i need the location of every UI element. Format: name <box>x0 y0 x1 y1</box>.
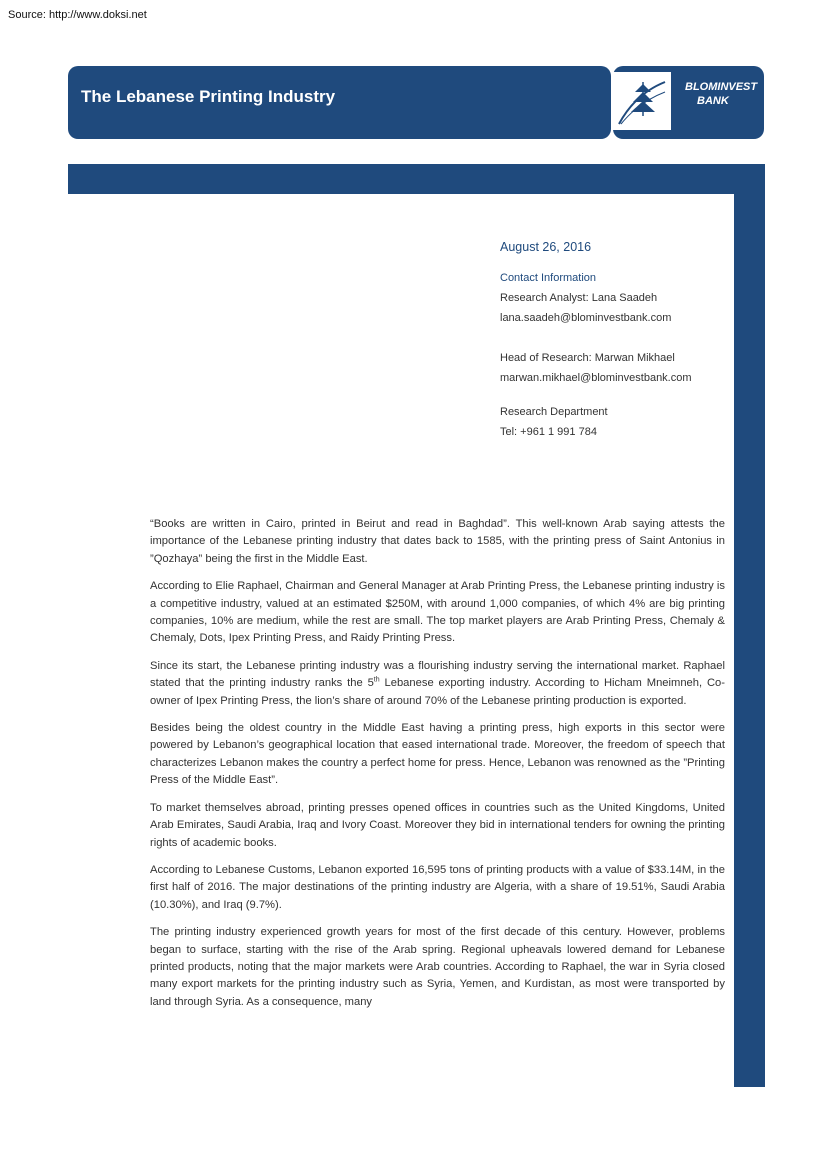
department: Research Department <box>500 406 608 418</box>
paragraph-3 <box>150 658 725 710</box>
paragraph-7: The printing industry experienced growth years for most of the first decade of this century. However, problems began to surface, starting with the rise of the Arab spring. Regional upheavals lowered demand for Lebanese printed products, noting that the major markets were Arab countries. According to Raphael, the war in Syria closed many export markets for the printing industry such as Syria, Yemen, and Kurdistan, as most were transported by land through Syria. As a consequence, many <box>150 926 725 1008</box>
article-body <box>150 516 725 1021</box>
ordinal-suffix: th <box>373 676 380 684</box>
paragraph-5: To market themselves abroad, printing presses opened offices in countries such as the United Kingdoms, United Arab Emirates, Saudi Arabia, Iraq and Ivory Coast. Moreover they bid in international tenders for owning the printing rights of academic books. <box>150 801 725 849</box>
decorative-right-band <box>734 164 765 1087</box>
head-of-research: Head of Research: Marwan Mikhael <box>500 352 675 364</box>
page-title: The Lebanese Printing Industry <box>81 87 336 106</box>
bank-name-line2: BANK <box>697 95 729 107</box>
title-banner <box>68 66 611 139</box>
decorative-top-band <box>68 164 765 194</box>
cedar-logo-icon <box>613 72 671 130</box>
paragraph-3-part-b: Lebanese exporting industry. According to Hicham Mneimneh, Co-owner of Ipex Printing Press, the lion’s share of around 70% of the Lebanese printing production is exported. <box>150 677 725 707</box>
paragraph-6: According to Lebanese Customs, Lebanon exported 16,595 tons of printing products with a value of $33.14M, in the first half of 2016. The major destinations of the printing industry are Algeria, with a share of 19.51%, Saudi Arabia (10.30%), and Iraq (9.7%). <box>150 863 725 911</box>
paragraph-1: “Books are written in Cairo, printed in Beirut and read in Baghdad”. This well-known Arab saying attests the importance of the Lebanese printing industry that dates back to 1585, with the printing press of Saint Antonius in ”Qozhaya” being the first in the Middle East. <box>150 518 725 565</box>
source-label: Source: http://www.doksi.net <box>8 9 147 21</box>
report-date: August 26, 2016 <box>500 240 592 254</box>
telephone: Tel: +961 1 991 784 <box>500 426 597 438</box>
paragraph-2: According to Elie Raphael, Chairman and General Manager at Arab Printing Press, the Lebanese printing industry is a competitive industry, valued at an estimated $250M, with around 1,000 companies, of which 4% are big printing companies, 10% are medium, while the rest are small. The top market players are Arab Printing Press, Chemaly & Chemaly, Dots, Ipex Printing Press, and Raidy Printing Press. <box>150 580 725 645</box>
contact-info-heading: Contact Information <box>500 272 596 284</box>
analyst-name: Research Analyst: Lana Saadeh <box>500 292 658 304</box>
bank-name-line1: BLOMINVEST <box>685 81 758 93</box>
analyst-email: lana.saadeh@blominvestbank.com <box>500 312 672 324</box>
paragraph-4: Besides being the oldest country in the Middle East having a printing press, high exports in this sector were powered by Lebanon’s geographical location that eased international trade. Moreover, the freedom of speech that characterizes Lebanon makes the country a perfect home for press. Hence, Lebanon was renowned as the ”Printing Press of the Middle East”. <box>150 722 725 787</box>
bank-name <box>685 80 757 108</box>
bank-logo <box>613 66 764 139</box>
paragraph-3-part-a: Since its start, the Lebanese printing industry was a flourishing industry serving the international market. Raphael stated that the printing industry ranks the 5 <box>150 659 725 690</box>
head-email: marwan.mikhael@blominvestbank.com <box>500 372 692 384</box>
